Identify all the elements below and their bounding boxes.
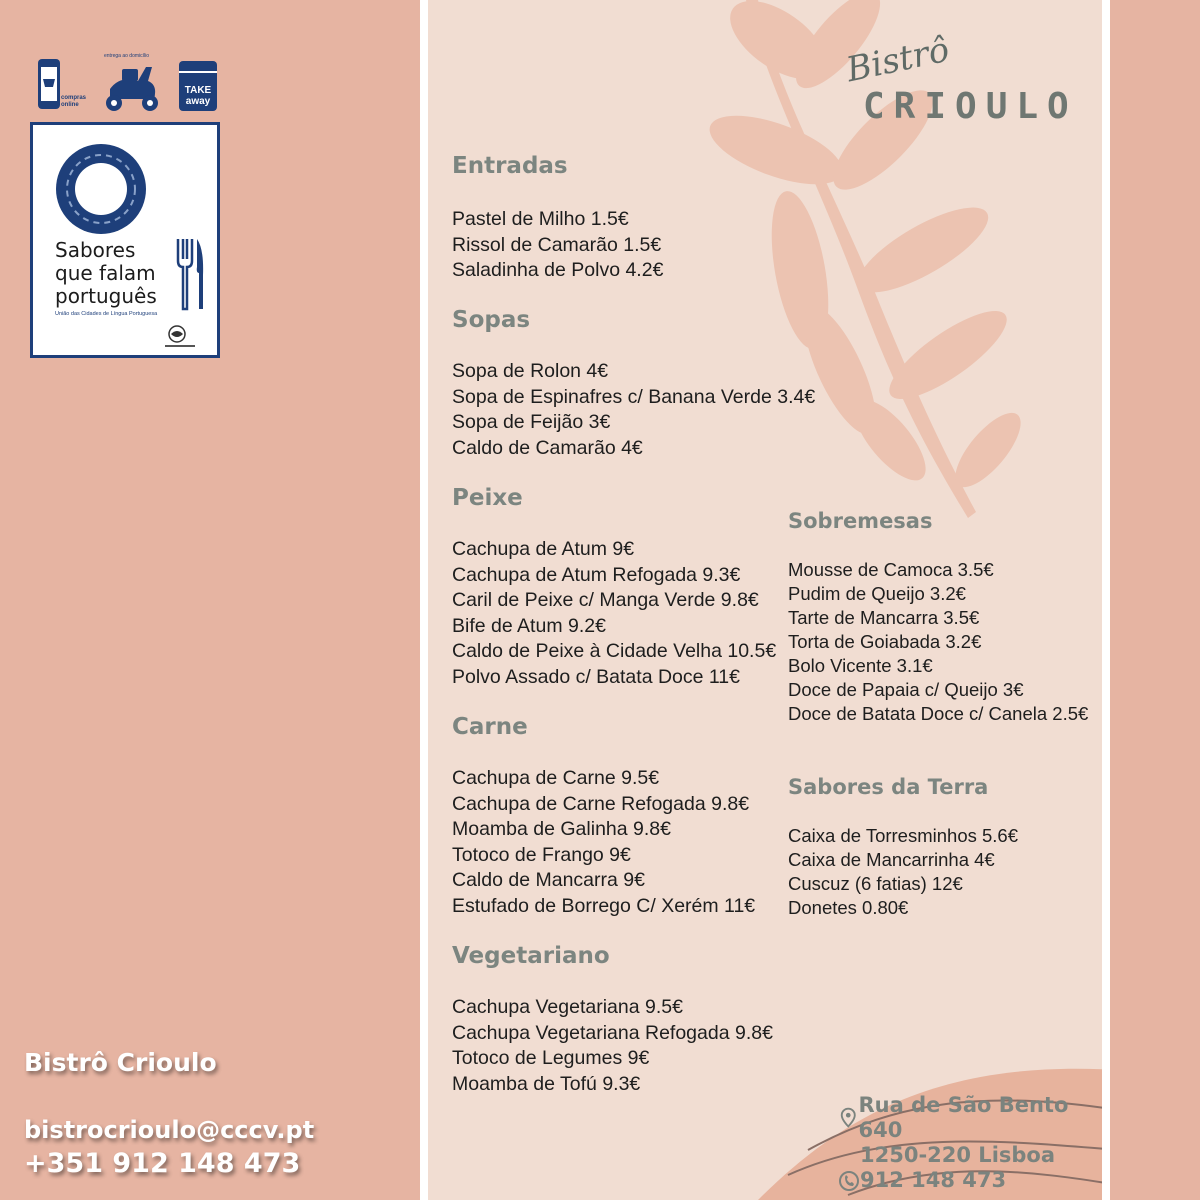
section-title-sabores: Sabores da Terra bbox=[788, 775, 989, 799]
badge-subtitle: União das Cidades de Língua Portuguesa bbox=[55, 311, 158, 317]
menu-item: Moamba de Galinha 9.8€ bbox=[452, 818, 671, 841]
badge-line-1: Sabores bbox=[55, 238, 136, 262]
contact-name: Bistrô Crioulo bbox=[24, 1048, 217, 1077]
menu-item: Rissol de Camarão 1.5€ bbox=[452, 233, 662, 256]
badge-line-3: português bbox=[55, 284, 157, 308]
menu-item: Cachupa Vegetariana 9.5€ bbox=[452, 996, 683, 1018]
menu-item: Caixa de Mancarrinha 4€ bbox=[788, 849, 995, 870]
menu-item: Cachupa de Atum 9€ bbox=[452, 538, 635, 560]
menu-list-vegetariano bbox=[452, 995, 773, 1097]
phone-label: compras online bbox=[61, 95, 87, 108]
menu-item: Estufado de Borrego C/ Xerém 11€ bbox=[452, 894, 756, 917]
menu-item: Cachupa de Atum Refogada 9.3€ bbox=[452, 563, 741, 586]
section-title-peixe: Peixe bbox=[452, 485, 523, 511]
contact-phone[interactable]: +351 912 148 473 bbox=[24, 1148, 301, 1179]
section-title-carne: Carne bbox=[452, 714, 528, 740]
menu-list-sobremesas bbox=[788, 558, 1088, 726]
badge-title bbox=[55, 239, 157, 308]
menu-item: Caixa de Torresminhos 5.6€ bbox=[788, 825, 1019, 846]
section-title-sopas: Sopas bbox=[452, 307, 531, 333]
menu-item: Bife de Atum 9.2€ bbox=[452, 614, 606, 637]
plate-icon bbox=[53, 141, 153, 241]
menu-item: Totoco de Frango 9€ bbox=[452, 843, 631, 866]
menu-item: Polvo Assado c/ Batata Doce 11€ bbox=[452, 665, 740, 688]
cutlery-icon bbox=[175, 237, 205, 311]
bag-label-take: TAKE bbox=[184, 85, 212, 96]
menu-item: Caldo de Camarão 4€ bbox=[452, 436, 643, 459]
menu-item: Cuscuz (6 fatias) 12€ bbox=[788, 873, 963, 894]
menu-item: Bolo Vicente 3.1€ bbox=[788, 655, 933, 676]
phone-icon bbox=[838, 1169, 860, 1193]
takeaway-bag-icon bbox=[179, 61, 217, 111]
menu-item: Caldo de Mancarra 9€ bbox=[452, 869, 645, 892]
badge-line-2: que falam bbox=[55, 261, 156, 285]
menu-item: Torta de Goiabada 3.2€ bbox=[788, 631, 982, 652]
menu-item: Donetes 0.80€ bbox=[788, 897, 909, 918]
address-street: Rua de São Bento 640 bbox=[858, 1093, 1069, 1142]
logo-script: Bistrô bbox=[842, 29, 953, 91]
menu-item: Cachupa Vegetariana Refogada 9.8€ bbox=[452, 1021, 773, 1044]
menu-item: Cachupa de Carne 9.5€ bbox=[452, 767, 660, 789]
menu-item: Mousse de Camoca 3.5€ bbox=[788, 559, 994, 580]
section-title-vegetariano: Vegetariano bbox=[452, 943, 610, 969]
sabores-badge bbox=[30, 122, 220, 358]
menu-panel bbox=[420, 0, 1110, 1200]
section-title-sobremesas: Sobremesas bbox=[788, 509, 933, 533]
menu-item: Sopa de Rolon 4€ bbox=[452, 360, 609, 382]
address-city: 1250-220 Lisboa bbox=[860, 1143, 1056, 1167]
address-phone[interactable]: 912 148 473 bbox=[860, 1168, 1007, 1192]
menu-list-sopas bbox=[452, 359, 815, 461]
menu-item: Sopa de Espinafres c/ Banana Verde 3.4€ bbox=[452, 385, 816, 408]
bag-label-away: away bbox=[185, 96, 211, 107]
menu-item: Doce de Papaia c/ Queijo 3€ bbox=[788, 679, 1024, 700]
organization-logo-icon bbox=[161, 323, 201, 353]
location-pin-icon bbox=[838, 1106, 859, 1130]
logo-main: CRIOULO bbox=[863, 86, 1078, 127]
scooter-icon bbox=[98, 55, 168, 115]
menu-item: Tarte de Mancarra 3.5€ bbox=[788, 607, 980, 628]
menu-item: Cachupa de Carne Refogada 9.8€ bbox=[452, 792, 750, 815]
address-block bbox=[838, 1093, 1102, 1193]
menu-list-entradas bbox=[452, 207, 663, 284]
menu-item: Sopa de Feijão 3€ bbox=[452, 411, 611, 434]
menu-list-sabores bbox=[788, 824, 1018, 920]
menu-list-peixe bbox=[452, 537, 776, 691]
menu-item: Totoco de Legumes 9€ bbox=[452, 1047, 650, 1070]
menu-item: Doce de Batata Doce c/ Canela 2.5€ bbox=[788, 703, 1089, 724]
contact-email[interactable]: bistrocrioulo@cccv.pt bbox=[24, 1116, 315, 1144]
scooter-label: entrega ao domicílio bbox=[104, 53, 150, 59]
menu-item: Moamba de Tofú 9.3€ bbox=[452, 1072, 641, 1095]
menu-item: Caldo de Peixe à Cidade Velha 10.5€ bbox=[452, 640, 777, 663]
menu-item: Pastel de Milho 1.5€ bbox=[452, 208, 629, 230]
menu-item: Caril de Peixe c/ Manga Verde 9.8€ bbox=[452, 589, 759, 612]
section-title-entradas: Entradas bbox=[452, 153, 568, 179]
service-icons bbox=[34, 55, 224, 115]
menu-item: Saladinha de Polvo 4.2€ bbox=[452, 259, 664, 282]
menu-item: Pudim de Queijo 3.2€ bbox=[788, 583, 966, 604]
menu-list-carne bbox=[452, 766, 755, 920]
